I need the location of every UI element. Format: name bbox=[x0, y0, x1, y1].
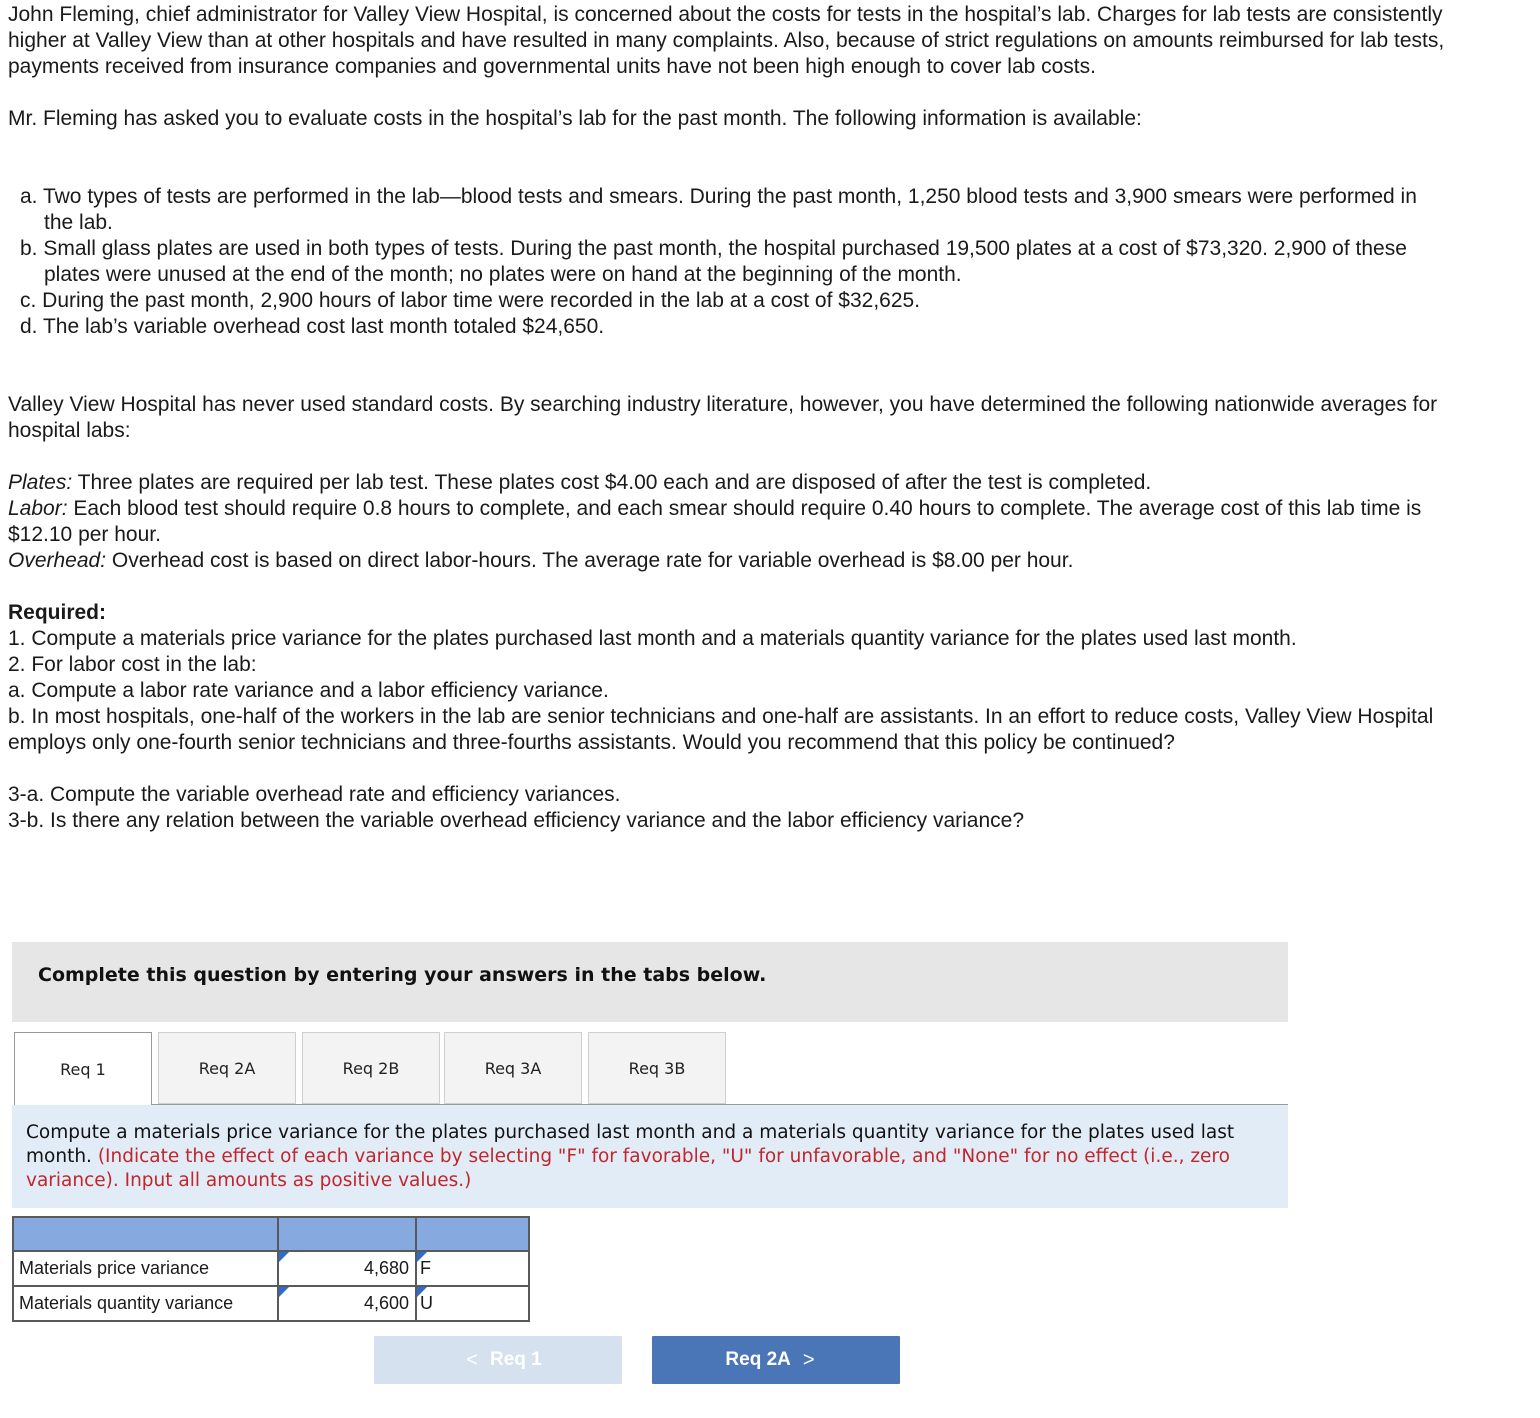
answer-panel-header bbox=[12, 942, 1288, 1022]
table-row bbox=[13, 1286, 529, 1321]
overhead-label: Overhead: bbox=[8, 549, 107, 572]
instructions bbox=[12, 1105, 1288, 1208]
tab-req-1[interactable]: Req 1 bbox=[14, 1032, 152, 1106]
requirement-2a: a. Compute a labor rate variance and a labor efficiency variance. bbox=[8, 679, 609, 702]
labor-text: Each blood test should require 0.8 hours to complete, and each smear should require 0.40 hours to complete. The average cost of this lab time is $12.10 per hour. bbox=[8, 497, 1422, 546]
info-item-a: a. Two types of tests are performed in the lab—blood tests and smears. During the past month, 1,250 blood tests and 3,900 smears were performed in the lab. bbox=[20, 185, 1417, 234]
answer-table bbox=[12, 1216, 530, 1322]
chevron-left-icon: < bbox=[466, 1348, 478, 1371]
info-item-b: b. Small glass plates are used in both types of tests. During the past month, the hospital purchased 19,500 plates at a cost of $73,320. 2,900 of these plates were unused at the end of the month; no plates were on hand at the beginning of the month. bbox=[20, 237, 1407, 286]
header-cell-amount bbox=[278, 1217, 416, 1251]
row-label: Materials quantity variance bbox=[13, 1286, 278, 1321]
price-variance-effect-select[interactable] bbox=[416, 1251, 529, 1286]
requirement-2b: b. In most hospitals, one-half of the workers in the lab are senior technicians and one-half are assistants. In an effort to reduce costs, Valley View Hospital employs only one-fourth senior technicians and three-fourths assistants. Would you recommend that this policy be continued? bbox=[8, 705, 1434, 754]
panel-heading: Complete this question by entering your answers in the tabs below. bbox=[38, 964, 767, 986]
input-marker-icon bbox=[279, 1252, 289, 1262]
input-marker-icon bbox=[279, 1287, 289, 1297]
next-button-label: Req 2A bbox=[725, 1349, 791, 1370]
problem-text bbox=[8, 2, 1448, 834]
price-variance-amount-input[interactable] bbox=[278, 1251, 416, 1286]
effect-value: F bbox=[420, 1258, 431, 1278]
requirement-2: 2. For labor cost in the lab: bbox=[8, 653, 257, 676]
instructions-main: Compute a materials price variance for the plates purchased last month and a materials quantity variance for the plates used last month. bbox=[26, 1122, 1235, 1167]
tab-req-3b[interactable]: Req 3B bbox=[588, 1032, 726, 1104]
chevron-right-icon: > bbox=[802, 1348, 815, 1371]
table-row bbox=[13, 1251, 529, 1286]
amount-value: 4,600 bbox=[363, 1293, 409, 1313]
plates-text: Three plates are required per lab test. These plates cost $4.00 each and are disposed of after the test is completed. bbox=[72, 471, 1152, 494]
overhead-text: Overhead cost is based on direct labor-hours. The average rate for variable overhead is $8.00 per hour. bbox=[106, 549, 1074, 572]
quantity-variance-amount-input[interactable] bbox=[278, 1286, 416, 1321]
info-item-d: d. The lab’s variable overhead cost last month totaled $24,650. bbox=[20, 315, 605, 338]
requirement-3a: 3-a. Compute the variable overhead rate and efficiency variances. bbox=[8, 783, 621, 806]
dropdown-marker-icon bbox=[417, 1287, 427, 1297]
quantity-variance-effect-select[interactable] bbox=[416, 1286, 529, 1321]
header-cell-label bbox=[13, 1217, 278, 1251]
plates-label: Plates: bbox=[8, 471, 73, 494]
info-list bbox=[8, 184, 1448, 340]
ask-paragraph: Mr. Fleming has asked you to evaluate costs in the hospital’s lab for the past month. The following information is available: bbox=[8, 107, 1142, 130]
requirement-1: 1. Compute a materials price variance for the plates purchased last month and a materials quantity variance for the plates used last month. bbox=[8, 627, 1297, 650]
plates-standard bbox=[8, 470, 1448, 496]
info-item-c: c. During the past month, 2,900 hours of labor time were recorded in the lab at a cost of $32,625. bbox=[20, 289, 921, 312]
tab-req-2a[interactable]: Req 2A bbox=[158, 1032, 296, 1104]
tab-req-3a[interactable]: Req 3A bbox=[444, 1032, 582, 1104]
intro-paragraph: John Fleming, chief administrator for Valley View Hospital, is concerned about the costs for tests in the hospital’s lab. Charges for lab tests are consistently higher at Valley View than at other hospitals and have resulted in many complaints. Also, because of strict regulations on amounts reimbursed for lab tests, payments received from insurance companies and governmental units have not been high enough to cover lab costs. bbox=[8, 3, 1445, 78]
amount-value: 4,680 bbox=[363, 1258, 409, 1278]
labor-label: Labor: bbox=[8, 497, 68, 520]
requirement-3b: 3-b. Is there any relation between the variable overhead efficiency variance and the labor efficiency variance? bbox=[8, 809, 1025, 832]
dropdown-marker-icon bbox=[417, 1252, 427, 1262]
required-heading: Required: bbox=[8, 601, 107, 624]
labor-standard bbox=[8, 496, 1448, 548]
header-cell-effect bbox=[416, 1217, 529, 1251]
overhead-standard bbox=[8, 548, 1448, 574]
effect-value: U bbox=[420, 1293, 433, 1313]
instructions-note: (Indicate the effect of each variance by selecting "F" for favorable, "U" for unfavorable, and "None" for no effect (i.e., zero variance). Input all amounts as positive values.) bbox=[26, 1146, 1230, 1191]
prev-button-label: Req 1 bbox=[489, 1349, 542, 1370]
tab-req-2b[interactable]: Req 2B bbox=[302, 1032, 440, 1104]
answer-table-header bbox=[13, 1217, 529, 1251]
standards-intro: Valley View Hospital has never used standard costs. By searching industry literature, however, you have determined the following nationwide averages for hospital labs: bbox=[8, 393, 1438, 442]
prev-button[interactable] bbox=[374, 1336, 622, 1384]
row-label: Materials price variance bbox=[13, 1251, 278, 1286]
next-button[interactable] bbox=[652, 1336, 900, 1384]
